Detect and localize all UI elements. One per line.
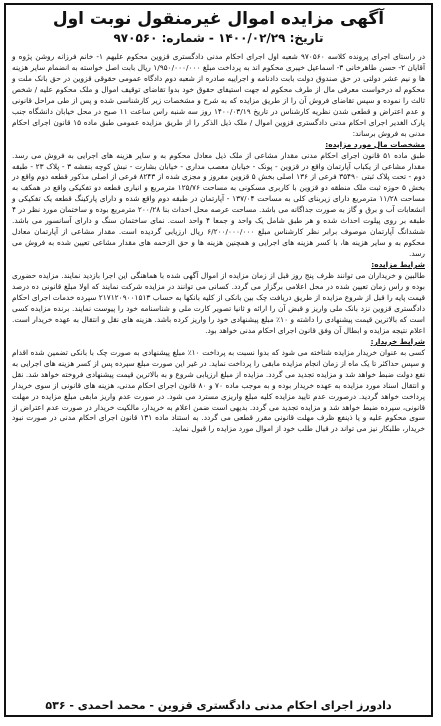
auction-terms-paragraph: طالبین و خریداران می توانند ظرف پنج روز قبل از زمان مزایده از اموال آگهی شده با هماهنگی این اجرا بازدید نمایند. مزایده حضوری بوده و راس زمان تعیین شده در محل اعلامی برگزار می گردد. کسانی می توانند در مزایده شرکت نمایند که اولا مبلغ قانونی ده درصد قیمت پایه را قبل از شروع مزایده از طریق دریافت چک بین بانکی از کلیه بانکها به حساب ۲۱۷۱۲۰۹۰۰۱۵۱۳ سپرده خدمات اجرای احکام دادگستری قزوین نزد بانک ملی واریز و قبض آن را ارائه و ثانیا تصویر کارت ملی و شناسنامه خود را پیوست نمایند. برنده مزایده کسی است که بالاترین قیمت پیشنهادی را داشته و ۱۰٪ مبلغ پیشنهادی خود را واریز کرده باشد. هزینه های نقل و انتقال به عهده خریدار است. اعلام نتیجه مزایده و ابطال آن وفق قانون اجرای احکام مدنی خواهد بود. bbox=[12, 271, 426, 335]
property-specs-paragraph: طبق ماده ۵۱ قانون اجرای احکام مدنی مقدار مشاعی از ملک ذیل معادل محکوم به و سایر هزینه های اجرایی به فروش می رسد. مقدار مشاعی از یکباب آپارتمان واقع در قزوین - پونک - خیابان معصب مداری - خیابان بشارت - نبش کوچه بنفشه ۳ - پلاک ۲۳ - طبقه دوم - تحت پلاک ثبتی ۳۵۴۹۰ فرعی از ۱۳۶ اصلی بخش ۵ قزوین مفروز و مجزی شده از ۸۲۴۳ فرعی از اصلی مذکور قطعه دوم واقع در بخش ۵ حوزه ثبت ملک منطقه دو قزوین با کاربری مسکونی به مساحت ۱۲۵/۷۶ مترمربع و انباری قطعه دو تفکیکی واقع در همکف به مساحت ۱۱/۲۸ مترمربع دارای زیربنای کلی به مساحت ۱۳۷/۰۴ - آپارتمان در طبقه دوم واقع شده و دارای پارکینگ قطعه یک تفکیکی و انشعابات آب و برق و گاز به صورت جداگانه می باشد. مساحت عرصه محل احداث بنا ۲۰۰/۲۸ مترمربع بوده و ساختمان مورد نظر در ۴ طبقه بر روی پیلوت احداث شده و هر طبق شامل یک واحد و جمعا ۴ واحد است. نمای ساختمان سنگ و دارای آسانسور می باشد. ششدانگ آپارتمان موصوف برابر نظر کارشناس مبلغ ۶/۲۰۰/۰۰۰/۰۰۰ ریال ارزیابی گردیده است. مقدار مشاعی از آپارتمان معادل محکوم به و سایر هزینه ها، با کسر هزینه های اجرایی و همچنین هزینه ها و حق الزحمه های مقدار مشاعی تعیین شده به فروش می رسد. bbox=[12, 150, 426, 259]
notice-date-number: تاریخ: ۱۴۰۰/۰۲/۲۹ - شماره: ۹۷۰۵۶۰ bbox=[113, 31, 324, 45]
auction-terms-heading: شرایط مزایده: bbox=[371, 260, 425, 270]
buyer-terms-heading: شرایط خریدار: bbox=[370, 336, 425, 346]
notice-signature: دادورز اجرای احکام مدنی دادگستری قزوین - محمد احمدی - ۵۳۶ bbox=[45, 699, 392, 712]
intro-paragraph: در راستای اجرای پرونده کلاسه ۹۷۰۵۶۰ شعبه اول اجرای احکام مدنی دادگستری قزوین محکوم علیهم ۱- خانم فرزانه روشن پژوه و آقایان ۲- حسن طاهرخانی ۳- اسماعیل خیبری محکوم اند به پرداخت مبلغ ۱/۹۵۰/۰۰۰/۰۰۰ ریال بابت اصل خواسته به انضمام سایر هزینه ها و نیم عشر دولتی در حق صندوق دولت بابت دادنامه و اجراییه صادره از شعبه دوم دادگاه عمومی حقوقی قزوین در حق بانک ملت و محکوم له درخواست معرفی مال از طرف محکوم له جهت استیفای حقوق خود بدوا تقاضای توقیف اموال و ملک محکوم علیه / شخص ثالث را نموده و سپس تقاضای فروش آن را از طریق مزایده که به شرح و مشخصات زیر کارشناسی شده و پس از طی مراحل قانونی و عدم اعتراض و قطعی شدن نظریه کارشناس در تاریخ ۱۴۰۰/۰۳/۱۹ روز سه شنبه راس ساعت ۱۱ صبح در محل خیابان دانشگاه جنب پارک الغدیر اجرای احکام مدنی دادگستری قزوین اموال / ملک ذیل الذکر را از طریق مزایده عمومی طبق ماده ۱۵ قانون اجرای احکام مدنی به فروش برساند: bbox=[12, 52, 426, 138]
buyer-terms-paragraph: کسی به عنوان خریدار مزایده شناخته می شود که بدوا نسبت به پرداخت ۱۰٪ مبلغ پیشنهادی به صورت چک با بانکی تضمین شده اقدام و سپس حداکثر تا یک ماه از زمان انجام مزایده مابقی را پرداخت نماید. در غیر این صورت مبلغ سپرده پس از کسر هزینه های اجرایی به نفع دولت ضبط خواهد شد و مزایده تجدید می گردد. مزایده از مبلغ ارزیابی شروع و به بالاترین قیمت پیشنهادی فروخته خواهد شد. نقل و انتقال اسناد مورد مزایده به عهده خریدار بوده و به موجب ماده ۷۰ و ۸۰ قانون اجرای احکام مدنی، هزینه های قانونی از سوی خریدار پرداخت خواهد گردید. درصورت عدم تایید مزایده کلیه مبلغ واریزی مسترد می شود. در صورت عدم واریز مابقی مبلغ مزایده در مهلت قانونی، سپرده ضبط خواهد شد و مزایده تجدید می گردد. بدیهی است ضمن اعلام به خریدار، مالکیت خریدار در صورت عدم اعتراض از سوی محکوم علیه و یا ذینفع ظرف مهلت قانونی مقرر قطعی می گردد. به استناد ماده ۱۳۱ قانون اجرای احکام مدنی در صورت نبود خریدار، طلبکار نیز می تواند در قبال طلب خود از اموال مورد مزایده را قبول نماید. bbox=[12, 347, 426, 434]
property-specs-heading: مشخصات مال مورد مزایده: bbox=[325, 139, 425, 149]
notice-title: آگهی مزایده اموال غیرمنقول نوبت اول bbox=[52, 9, 385, 29]
notice-body bbox=[12, 52, 425, 435]
notice-frame bbox=[4, 3, 433, 717]
